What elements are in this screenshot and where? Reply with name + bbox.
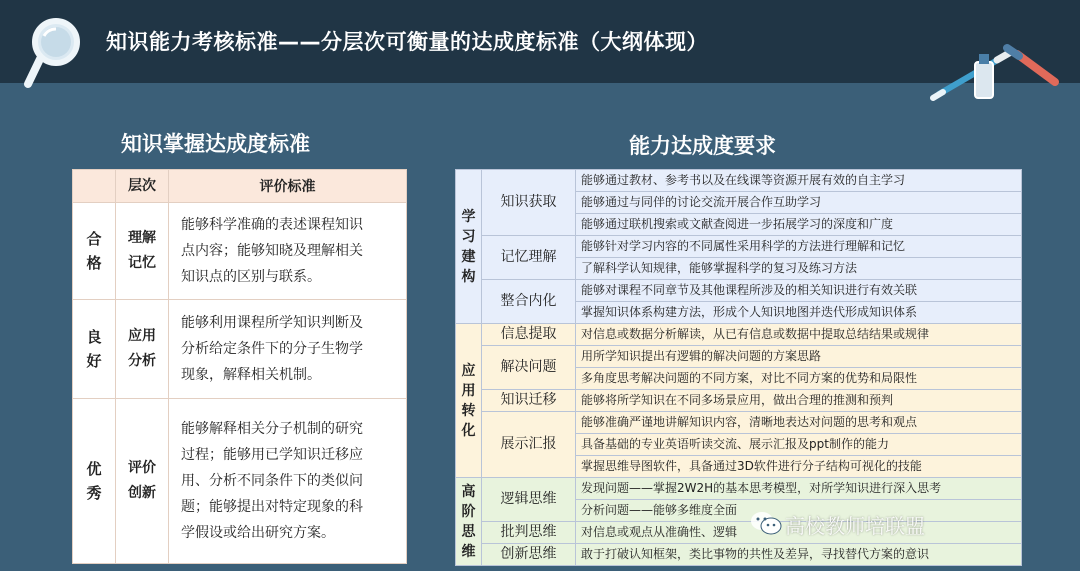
criteria-line: 能够利用课程所学知识判断及 [181, 315, 363, 331]
criteria-cell [169, 203, 407, 300]
wechat-icon [750, 510, 782, 536]
requirement-cell: 敢于打破认知框架，类比事物的共性及差异，寻找替代方案的意识 [576, 544, 1022, 566]
table-row [456, 412, 1022, 434]
table-row [456, 544, 1022, 566]
category-char: 学 [461, 208, 476, 225]
level-line: 记忆 [128, 255, 156, 271]
requirement-cell: 能够针对学习内容的不同属性采用科学的方法进行理解和记忆 [576, 236, 1022, 258]
category-char: 高 [461, 483, 476, 500]
requirement-cell: 掌握知识体系构建方法，形成个人知识地图并迭代形成知识体系 [576, 302, 1022, 324]
table-row [73, 203, 407, 300]
level-line: 创新 [128, 485, 156, 501]
table-row [456, 522, 1022, 544]
requirement-cell: 发现问题——掌握2W2H的基本思考模型，对所学知识进行深入思考 [576, 478, 1022, 500]
criteria-line: 点内容；能够知晓及理解相关 [181, 243, 363, 259]
magnifier-icon [22, 12, 88, 94]
page-title: 知识能力考核标准——分层次可衡量的达成度标准（大纲体现） [106, 30, 708, 54]
ability-requirements-table [455, 169, 1022, 566]
subcategory-cell: 知识获取 [482, 170, 576, 236]
knowledge-standards-table [72, 169, 407, 564]
paintbrush-icon [925, 40, 1060, 102]
requirement-cell: 多角度思考解决问题的不同方案，对比不同方案的优势和局限性 [576, 368, 1022, 390]
requirement-cell: 能够对课程不同章节及其他课程所涉及的相关知识进行有效关联 [576, 280, 1022, 302]
table-row [456, 390, 1022, 412]
grade-cell [73, 300, 116, 399]
criteria-cell [169, 300, 407, 399]
level-line: 应用 [128, 328, 156, 344]
requirement-cell: 能够准确严谨地讲解知识内容，清晰地表达对问题的思考和观点 [576, 412, 1022, 434]
table-row [73, 300, 407, 399]
table-row [456, 236, 1022, 258]
subcategory-cell: 信息提取 [482, 324, 576, 346]
category-char: 维 [461, 543, 476, 560]
subcategory-cell: 解决问题 [482, 346, 576, 390]
title-bar [0, 0, 1080, 83]
requirement-cell: 能够通过与同伴的讨论交流开展合作互助学习 [576, 192, 1022, 214]
category-char: 用 [461, 382, 476, 399]
level-cell [116, 399, 169, 564]
category-char: 转 [461, 402, 476, 419]
grade-cell [73, 203, 116, 300]
requirement-cell: 能够通过联机搜索或文献查阅进一步拓展学习的深度和广度 [576, 214, 1022, 236]
criteria-line: 题；能够提出对特定现象的科 [181, 499, 363, 515]
subcategory-cell: 展示汇报 [482, 412, 576, 478]
requirement-cell: 对信息或数据分析解读，从已有信息或数据中提取总结结果或规律 [576, 324, 1022, 346]
criteria-line: 用、分析不同条件下的类似问 [181, 473, 363, 489]
category-char: 建 [461, 248, 476, 265]
requirement-cell: 具备基础的专业英语听读交流、展示汇报及ppt制作的能力 [576, 434, 1022, 456]
category-char: 阶 [461, 503, 476, 520]
criteria-line: 现象，解释相关机制。 [181, 367, 321, 383]
table-row [73, 399, 407, 564]
subcategory-cell: 记忆理解 [482, 236, 576, 280]
left-section-title: 知识掌握达成度标准 [121, 132, 310, 156]
level-cell [116, 300, 169, 399]
requirement-cell: 能够通过教材、参考书以及在线课等资源开展有效的自主学习 [576, 170, 1022, 192]
criteria-cell [169, 399, 407, 564]
header-cell-level: 层次 [116, 170, 169, 203]
category-cell [456, 170, 482, 324]
table-row [456, 170, 1022, 192]
watermark: 高校教师培联盟 [785, 514, 925, 538]
grade-char: 秀 [86, 484, 102, 502]
level-cell [116, 203, 169, 300]
header-cell-criteria: 评价标准 [169, 170, 407, 203]
category-cell [456, 478, 482, 566]
table-row [456, 280, 1022, 302]
requirement-cell: 对信息或观点从准确性、逻辑 [576, 522, 1022, 544]
category-char: 构 [461, 268, 476, 285]
grade-char: 格 [86, 254, 102, 272]
subcategory-cell: 批判思维 [482, 522, 576, 544]
grade-char: 合 [86, 230, 102, 248]
requirement-cell: 了解科学认知规律，能够掌握科学的复习及练习方法 [576, 258, 1022, 280]
category-char: 化 [461, 422, 476, 439]
grade-char: 好 [86, 352, 102, 370]
requirement-cell: 能够将所学知识在不同多场景应用，做出合理的推测和预判 [576, 390, 1022, 412]
table-row [456, 324, 1022, 346]
category-char: 习 [461, 228, 476, 245]
table-header-row [73, 170, 407, 203]
grade-char: 良 [86, 328, 102, 346]
criteria-line: 能够科学准确的表述课程知识 [181, 217, 363, 233]
level-line: 理解 [128, 230, 156, 246]
requirement-cell: 分析问题——能够多维度全面 [576, 500, 1022, 522]
criteria-line: 分析给定条件下的分子生物学 [181, 341, 363, 357]
criteria-line: 能够解释相关分子机制的研究 [181, 421, 363, 437]
subcategory-cell: 创新思维 [482, 544, 576, 566]
subcategory-cell: 整合内化 [482, 280, 576, 324]
right-section-title: 能力达成度要求 [629, 134, 776, 158]
criteria-line: 过程；能够用已学知识迁移应 [181, 447, 363, 463]
grade-char: 优 [86, 460, 102, 478]
subcategory-cell: 逻辑思维 [482, 478, 576, 522]
table-row [456, 478, 1022, 500]
criteria-line: 学假设或给出研究方案。 [181, 525, 335, 541]
category-cell [456, 324, 482, 478]
grade-cell [73, 399, 116, 564]
requirement-cell: 用所学知识提出有逻辑的解决问题的方案思路 [576, 346, 1022, 368]
table-row [456, 346, 1022, 368]
category-char: 应 [461, 362, 476, 379]
category-char: 思 [461, 523, 476, 540]
header-cell-blank [73, 170, 116, 203]
level-line: 分析 [128, 353, 156, 369]
requirement-cell: 掌握思维导图软件，具备通过3D软件进行分子结构可视化的技能 [576, 456, 1022, 478]
level-line: 评价 [128, 460, 156, 476]
criteria-line: 知识点的区别与联系。 [181, 269, 321, 285]
subcategory-cell: 知识迁移 [482, 390, 576, 412]
